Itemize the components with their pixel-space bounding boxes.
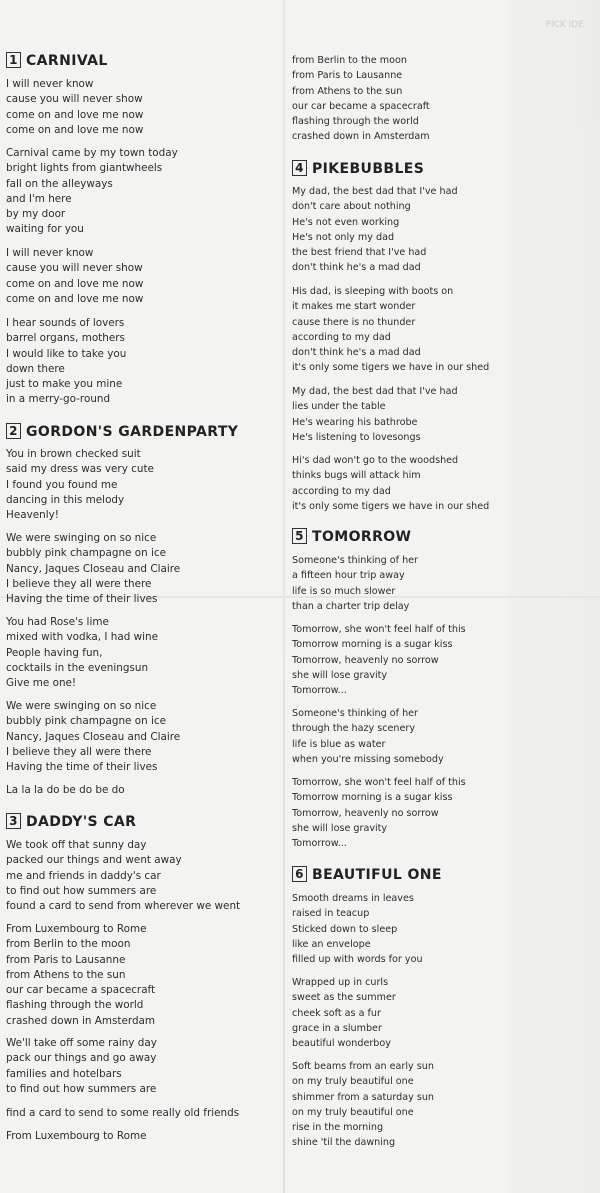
lyric-line: said my dress was very cute	[6, 463, 154, 476]
lyric-line: life is blue as water	[292, 738, 386, 750]
lyric-line: Tomorrow, she won't feel half of this	[292, 624, 466, 635]
lyrics-stanza	[6, 922, 155, 1029]
track-number-box: 4	[292, 160, 307, 176]
lyrics-stanza	[6, 1106, 239, 1121]
lyric-line: in a merry-go-round	[6, 393, 111, 406]
lyric-line: according to my dad	[292, 331, 391, 343]
lyrics-stanza	[6, 77, 143, 138]
lyrics-stanza	[292, 706, 444, 767]
lyric-line: flashing through the world	[292, 116, 419, 128]
lyric-line: I hear sounds of lovers	[6, 317, 125, 329]
lyric-line: People having fun,	[6, 646, 103, 659]
lyric-line: the best friend that I've had	[292, 247, 427, 259]
lyrics-stanza	[6, 699, 180, 775]
lyric-line: shimmer from a saturday sun	[292, 1091, 434, 1103]
lyric-line: from Athens to the sun	[6, 968, 126, 981]
lyric-line: crashed down in Amsterdam	[6, 1014, 156, 1027]
lyric-line: pack our things and go away	[6, 1052, 157, 1065]
track-number-box: 6	[292, 866, 307, 882]
lyric-line: I found you found me	[6, 478, 118, 491]
lyric-line: by my door	[6, 208, 66, 221]
lyrics-stanza	[6, 1129, 146, 1144]
lyric-line: she will lose gravity	[292, 669, 388, 681]
lyrics-stanza	[292, 453, 489, 514]
lyric-line: He's not only my dad	[292, 231, 395, 243]
lyric-line: from Berlin to the moon	[292, 55, 407, 66]
lyric-line: fall on the alleyways	[6, 177, 113, 190]
lyric-line: bright lights from giantwheels	[6, 162, 163, 175]
lyric-line: You in brown checked suit	[6, 448, 141, 460]
lyric-line: come on and love me now	[6, 292, 144, 305]
lyric-line: when you're missing somebody	[292, 753, 444, 765]
lyric-line: I would like to take you	[6, 347, 127, 360]
lyric-line: He's wearing his bathrobe	[292, 416, 418, 428]
lyrics-stanza	[292, 53, 430, 145]
lyric-line: a fifteen hour trip away	[292, 570, 405, 582]
track-number-box: 5	[292, 528, 307, 544]
lyric-line: He's listening to lovesongs	[292, 431, 421, 443]
lyric-line: rise in the morning	[292, 1122, 384, 1134]
lyrics-stanza	[6, 615, 158, 691]
lyric-line: it makes me start wonder	[292, 301, 416, 313]
lyric-line: don't care about nothing	[292, 201, 411, 213]
lyric-line: waiting for you	[6, 223, 84, 236]
song-title-text: CARNIVAL	[26, 53, 108, 69]
lyric-line: Tomorrow...	[292, 838, 347, 850]
lyric-line: Smooth dreams in leaves	[292, 893, 414, 904]
song-title-text: TOMORROW	[312, 529, 412, 545]
lyric-line: dancing in this melody	[6, 493, 125, 506]
lyric-line: Someone's thinking of her	[292, 708, 418, 719]
lyric-line: from Paris to Lausanne	[6, 953, 126, 966]
lyrics-stanza	[6, 146, 178, 238]
lyric-line: grace in a slumber	[292, 1022, 382, 1034]
lyric-line: From Luxembourg to Rome	[6, 1130, 147, 1142]
lyric-line: Wrapped up in curls	[292, 977, 389, 988]
lyric-line: Nancy, Jaques Closeau and Claire	[6, 562, 181, 575]
lyric-line: don't think he's a mad dad	[292, 347, 421, 359]
lyric-line: found a card to send from wherever we went	[6, 900, 241, 913]
song-title-text: GORDON'S GARDENPARTY	[26, 424, 239, 440]
lyric-line: she will lose gravity	[292, 822, 388, 834]
lyric-line: Someone's thinking of her	[292, 555, 418, 566]
lyric-line: flashing through the world	[6, 999, 144, 1012]
lyrics-stanza	[292, 553, 418, 614]
lyric-line: We took off that sunny day	[6, 839, 147, 851]
lyric-line: My dad, the best dad that I've had	[292, 186, 458, 197]
song-title	[6, 813, 136, 830]
lyric-line: I will never know	[6, 247, 94, 259]
lyric-line: barrel organs, mothers	[6, 332, 125, 345]
track-number-box: 2	[6, 423, 21, 439]
song-title-text: PIKEBUBBLES	[312, 161, 425, 177]
lyric-line: don't think he's a mad dad	[292, 262, 421, 274]
song-title	[292, 528, 411, 545]
lyric-line: Having the time of their lives	[6, 593, 158, 606]
lyric-line: We were swinging on so nice	[6, 532, 157, 544]
lyric-line: raised in teacup	[292, 908, 370, 920]
lyric-line: Tomorrow, heavenly no sorrow	[292, 654, 439, 666]
lyric-line: I believe they all were there	[6, 577, 152, 590]
lyrics-stanza	[6, 316, 126, 408]
lyric-line: from Paris to Lausanne	[292, 70, 403, 82]
lyric-line: Heavenly!	[6, 509, 59, 522]
lyric-line: our car became a spacecraft	[292, 100, 430, 112]
lyric-line: Hi's dad won't go to the woodshed	[292, 455, 459, 466]
lyrics-stanza	[292, 384, 458, 445]
lyric-line: families and hotelbars	[6, 1067, 122, 1080]
song-title-text: BEAUTIFUL ONE	[312, 867, 442, 883]
lyric-line: from Athens to the sun	[292, 85, 403, 97]
lyric-line: Having the time of their lives	[6, 761, 158, 774]
lyric-line: thinks bugs will attack him	[292, 470, 421, 482]
lyric-line: than a charter trip delay	[292, 600, 410, 612]
lyric-line: We were swinging on so nice	[6, 700, 157, 712]
lyric-line: it's only some tigers we have in our shed	[292, 500, 490, 512]
lyric-line: packed our things and went away	[6, 854, 182, 867]
lyrics-stanza	[6, 838, 240, 914]
song-title	[6, 52, 108, 69]
lyric-line: You had Rose's lime	[6, 616, 109, 628]
lyric-line: down there	[6, 362, 65, 375]
lyric-line: find a card to send to some really old friends	[6, 1107, 240, 1119]
lyric-line: filled up with words for you	[292, 954, 423, 966]
lyric-line: mixed with vodka, I had wine	[6, 631, 158, 644]
lyric-line: crashed down in Amsterdam	[292, 131, 430, 143]
song-title-text: DADDY'S CAR	[26, 814, 137, 830]
lyric-line: Nancy, Jaques Closeau and Claire	[6, 730, 181, 743]
lyrics-stanza	[292, 622, 466, 698]
lyric-line: bubbly pink champagne on ice	[6, 547, 166, 560]
ghost-page-label: PICK IDE	[545, 20, 584, 30]
lyrics-stanza	[6, 447, 154, 523]
lyric-line: Tomorrow, she won't feel half of this	[292, 777, 466, 788]
lyric-line: I will never know	[6, 78, 94, 90]
lyric-line: I believe they all were there	[6, 745, 152, 758]
lyrics-stanza	[292, 1059, 434, 1151]
lyrics-stanza	[6, 1036, 157, 1097]
lyric-line: come on and love me now	[6, 277, 144, 290]
lyric-line: cause you will never show	[6, 93, 143, 106]
lyric-line: cause there is no thunder	[292, 316, 416, 328]
lyrics-stanza	[292, 284, 489, 376]
song-title	[6, 423, 238, 440]
lyrics-stanza	[292, 975, 396, 1051]
lyrics-stanza	[6, 531, 180, 607]
lyric-line: come on and love me now	[6, 123, 144, 136]
lyric-line: His dad, is sleeping with boots on	[292, 286, 454, 297]
lyric-line: cause you will never show	[6, 262, 143, 275]
lyric-line: cocktails in the eveningsun	[6, 661, 149, 674]
lyric-line: My dad, the best dad that I've had	[292, 386, 458, 397]
lyric-line: Sticked down to sleep	[292, 923, 398, 935]
lyric-line: to find out how summers are	[6, 884, 157, 897]
track-number-box: 3	[6, 813, 21, 829]
lyric-line: it's only some tigers we have in our shed	[292, 362, 490, 374]
lyric-line: We'll take off some rainy day	[6, 1037, 157, 1049]
lyric-line: come on and love me now	[6, 108, 144, 121]
lyric-line: Carnival came by my town today	[6, 147, 178, 159]
lyrics-stanza	[6, 783, 125, 798]
lyric-line: He's not even working	[292, 216, 400, 228]
lyric-line: Tomorrow, heavenly no sorrow	[292, 807, 439, 819]
song-title	[292, 866, 442, 883]
lyric-line: shine 'til the dawning	[292, 1137, 396, 1149]
lyrics-stanza	[6, 246, 143, 307]
lyric-line: on my truly beautiful one	[292, 1076, 414, 1088]
lyric-line: our car became a spacecraft	[6, 984, 156, 997]
lyrics-stanza	[292, 775, 466, 851]
lyric-line: just to make you mine	[6, 378, 123, 391]
lyric-line: sweet as the summer	[292, 992, 396, 1004]
lyrics-stanza	[292, 891, 423, 967]
lyric-line: From Luxembourg to Rome	[6, 923, 147, 935]
lyric-line: Tomorrow...	[292, 685, 347, 697]
lyric-line: Soft beams from an early sun	[292, 1061, 434, 1072]
lyric-line: beautiful wonderboy	[292, 1038, 391, 1050]
lyric-line: on my truly beautiful one	[292, 1106, 414, 1118]
track-number-box: 1	[6, 52, 21, 68]
lyric-line: bubbly pink champagne on ice	[6, 715, 166, 728]
lyric-line: Give me one!	[6, 677, 77, 690]
lyric-line: to find out how summers are	[6, 1082, 157, 1095]
lyric-line: through the hazy scenery	[292, 723, 416, 735]
lyrics-stanza	[292, 184, 458, 276]
song-title	[292, 160, 424, 177]
lyric-line: from Berlin to the moon	[6, 938, 131, 951]
lyric-line: Tomorrow morning is a sugar kiss	[292, 639, 453, 651]
lyric-line: cheek soft as a fur	[292, 1007, 381, 1019]
lyric-line: and I'm here	[6, 192, 72, 205]
lyric-line: like an envelope	[292, 938, 371, 950]
lyric-line: me and friends in daddy's car	[6, 869, 161, 882]
lyric-line: Tomorrow morning is a sugar kiss	[292, 792, 453, 804]
lyric-line: La la la do be do be do	[6, 784, 125, 796]
lyric-line: life is so much slower	[292, 585, 396, 597]
lyric-line: according to my dad	[292, 485, 391, 497]
lyric-line: lies under the table	[292, 401, 386, 413]
